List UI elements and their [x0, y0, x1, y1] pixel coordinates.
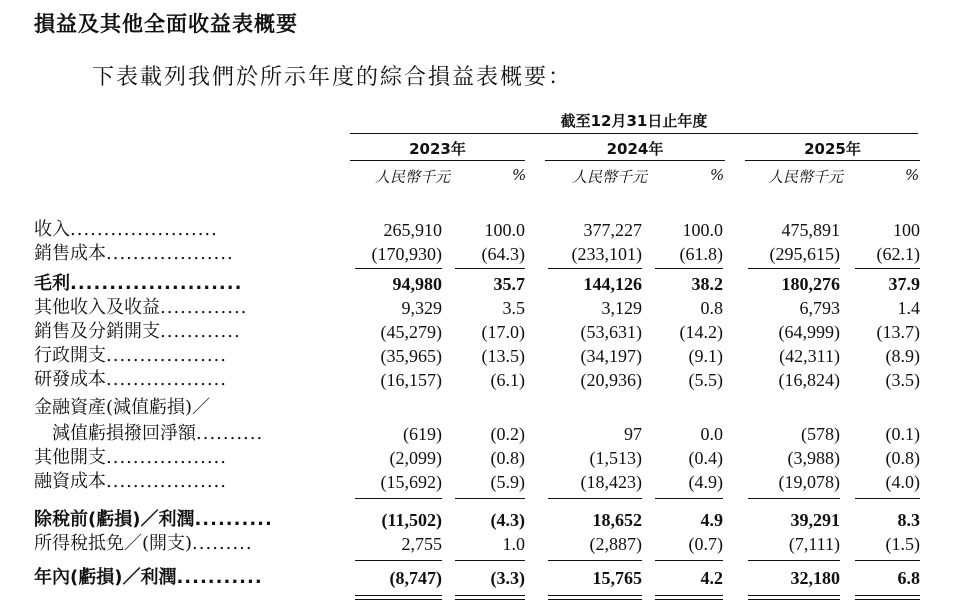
cell: (578)	[801, 424, 840, 444]
subtotal-rule	[548, 560, 642, 561]
cell: 100	[893, 220, 920, 240]
total-rule	[455, 599, 525, 600]
row-label: 除稅前(虧損)／利潤..........	[34, 509, 273, 530]
unit-pct: %	[710, 166, 725, 184]
subtotal-rule	[455, 268, 525, 269]
subtotal-rule	[548, 498, 642, 499]
cell: (35,965)	[380, 346, 442, 366]
cell: 0.0	[700, 424, 723, 444]
year-2023: 2023年	[409, 140, 466, 158]
row-label: 其他收入及收益.............	[34, 297, 248, 318]
year-2024: 2024年	[606, 140, 664, 158]
cell: (6.1)	[490, 370, 525, 390]
cell: (15,692)	[380, 472, 442, 492]
total-rule	[548, 599, 642, 600]
cell: 6,793	[799, 298, 840, 318]
year-rule	[350, 160, 525, 161]
period-rule	[350, 133, 918, 134]
subtotal-rule	[655, 560, 723, 561]
subtotal-rule	[855, 560, 920, 561]
cell: 37.9	[888, 274, 920, 294]
cell: 18,652	[592, 510, 642, 530]
table-row	[0, 396, 960, 420]
total-rule	[748, 595, 840, 596]
cell: (62.1)	[876, 244, 920, 264]
cell: (7,111)	[788, 534, 840, 554]
cell: (3.3)	[490, 568, 525, 588]
table-row	[0, 532, 960, 556]
cell: (9.1)	[688, 346, 723, 366]
cell: (17.0)	[481, 322, 525, 342]
row-label: 融資成本..................	[34, 471, 227, 492]
cell: (619)	[403, 424, 442, 444]
cell: 475,891	[781, 220, 840, 240]
table-row	[0, 566, 960, 590]
cell: 8.3	[897, 510, 920, 530]
cell: (16,824)	[778, 370, 840, 390]
row-label: 行政開支..................	[34, 345, 227, 366]
cell: 38.2	[691, 274, 723, 294]
year-rule	[545, 160, 725, 161]
cell: (14.2)	[679, 322, 723, 342]
row-label: 所得稅抵免／(開支).........	[34, 533, 253, 554]
cell: (34,197)	[580, 346, 642, 366]
subtotal-rule	[655, 268, 723, 269]
cell: (233,101)	[571, 244, 642, 264]
cell: 0.8	[700, 298, 723, 318]
total-rule	[455, 595, 525, 596]
total-rule	[355, 595, 442, 596]
year-rule	[745, 160, 920, 161]
cell: (16,157)	[380, 370, 442, 390]
table-row	[0, 470, 960, 494]
cell: 32,180	[790, 568, 840, 588]
cell: (0.1)	[885, 424, 920, 444]
unit-amount: 人民幣千元	[768, 168, 844, 186]
cell: (170,930)	[371, 244, 442, 264]
cell: (8,747)	[389, 568, 442, 588]
table-row	[0, 296, 960, 320]
unit-pct: %	[905, 166, 920, 184]
cell: 3.5	[502, 298, 525, 318]
table-row	[0, 508, 960, 532]
cell: 35.7	[493, 274, 525, 294]
cell: (45,279)	[380, 322, 442, 342]
table-row	[0, 218, 960, 242]
cell: (20,936)	[580, 370, 642, 390]
cell: (1.5)	[885, 534, 920, 554]
cell: (4.9)	[688, 472, 723, 492]
table-row	[0, 242, 960, 266]
cell: (4.0)	[885, 472, 920, 492]
cell: 3,129	[601, 298, 642, 318]
unit-amount: 人民幣千元	[572, 168, 648, 186]
table-row	[0, 344, 960, 368]
cell: (2,099)	[389, 448, 442, 468]
section-heading: 損益及其他全面收益表概要	[34, 12, 298, 36]
cell: (3.5)	[885, 370, 920, 390]
cell: (5.9)	[490, 472, 525, 492]
subtotal-rule	[748, 560, 840, 561]
subtotal-rule	[748, 498, 840, 499]
cell: (0.8)	[885, 448, 920, 468]
cell: (5.5)	[688, 370, 723, 390]
cell: (0.7)	[688, 534, 723, 554]
cell: 9,329	[401, 298, 442, 318]
subtotal-rule	[355, 560, 442, 561]
cell: (1,513)	[589, 448, 642, 468]
cell: 1.4	[897, 298, 920, 318]
cell: (64.3)	[481, 244, 525, 264]
cell: 6.8	[897, 568, 920, 588]
cell: (0.8)	[490, 448, 525, 468]
subtotal-rule	[355, 498, 442, 499]
total-rule	[655, 595, 723, 596]
row-label: 減值虧損撥回淨額..........	[52, 423, 264, 444]
cell: 1.0	[502, 534, 525, 554]
cell: (13.5)	[481, 346, 525, 366]
cell: 2,755	[401, 534, 442, 554]
row-label: 銷售成本...................	[34, 243, 234, 264]
row-label: 研發成本..................	[34, 369, 227, 390]
cell: 144,126	[583, 274, 642, 294]
subtotal-rule	[655, 498, 723, 499]
subtotal-rule	[855, 268, 920, 269]
cell: 97	[624, 424, 642, 444]
unit-pct: %	[512, 166, 527, 184]
cell: 39,291	[790, 510, 840, 530]
subtotal-rule	[748, 268, 840, 269]
year-2025: 2025年	[804, 140, 861, 158]
row-label: 其他開支..................	[34, 447, 227, 468]
cell: (4.3)	[490, 510, 525, 530]
cell: (42,311)	[779, 346, 840, 366]
table-row	[0, 446, 960, 470]
subtotal-rule	[455, 560, 525, 561]
subtotal-rule	[455, 498, 525, 499]
table-row	[0, 368, 960, 392]
row-label: 收入......................	[34, 219, 218, 240]
table-row	[0, 272, 960, 296]
cell: (11,502)	[381, 510, 442, 530]
cell: 94,980	[392, 274, 442, 294]
period-header: 截至12月31日止年度	[560, 112, 708, 130]
unit-amount: 人民幣千元	[375, 168, 451, 186]
total-rule	[655, 599, 723, 600]
cell: (0.2)	[490, 424, 525, 444]
row-label: 金融資產(減值虧損)／	[34, 397, 211, 418]
cell: 100.0	[484, 220, 525, 240]
cell: 15,765	[592, 568, 642, 588]
cell: 377,227	[583, 220, 642, 240]
subtotal-rule	[855, 498, 920, 499]
cell: (19,078)	[778, 472, 840, 492]
cell: (18,423)	[580, 472, 642, 492]
cell: (53,631)	[580, 322, 642, 342]
cell: (295,615)	[769, 244, 840, 264]
total-rule	[548, 595, 642, 596]
cell: 4.2	[700, 568, 723, 588]
cell: (64,999)	[778, 322, 840, 342]
total-rule	[855, 599, 920, 600]
total-rule	[855, 595, 920, 596]
intro-text: 下表載列我們於所示年度的綜合損益表概要：	[92, 65, 573, 90]
cell: 265,910	[383, 220, 442, 240]
cell: (3,988)	[787, 448, 840, 468]
total-rule	[355, 599, 442, 600]
subtotal-rule	[548, 268, 642, 269]
cell: (61.8)	[679, 244, 723, 264]
cell: (2,887)	[589, 534, 642, 554]
cell: 100.0	[682, 220, 723, 240]
cell: (0.4)	[688, 448, 723, 468]
subtotal-rule	[355, 268, 442, 269]
cell: 4.9	[700, 510, 723, 530]
cell: 180,276	[781, 274, 840, 294]
cell: (8.9)	[885, 346, 920, 366]
table-row	[0, 320, 960, 344]
row-label: 毛利......................	[34, 273, 243, 294]
table-row	[0, 422, 960, 446]
row-label: 銷售及分銷開支............	[34, 321, 241, 342]
total-rule	[748, 599, 840, 600]
cell: (13.7)	[876, 322, 920, 342]
row-label: 年內(虧損)／利潤...........	[34, 567, 263, 588]
